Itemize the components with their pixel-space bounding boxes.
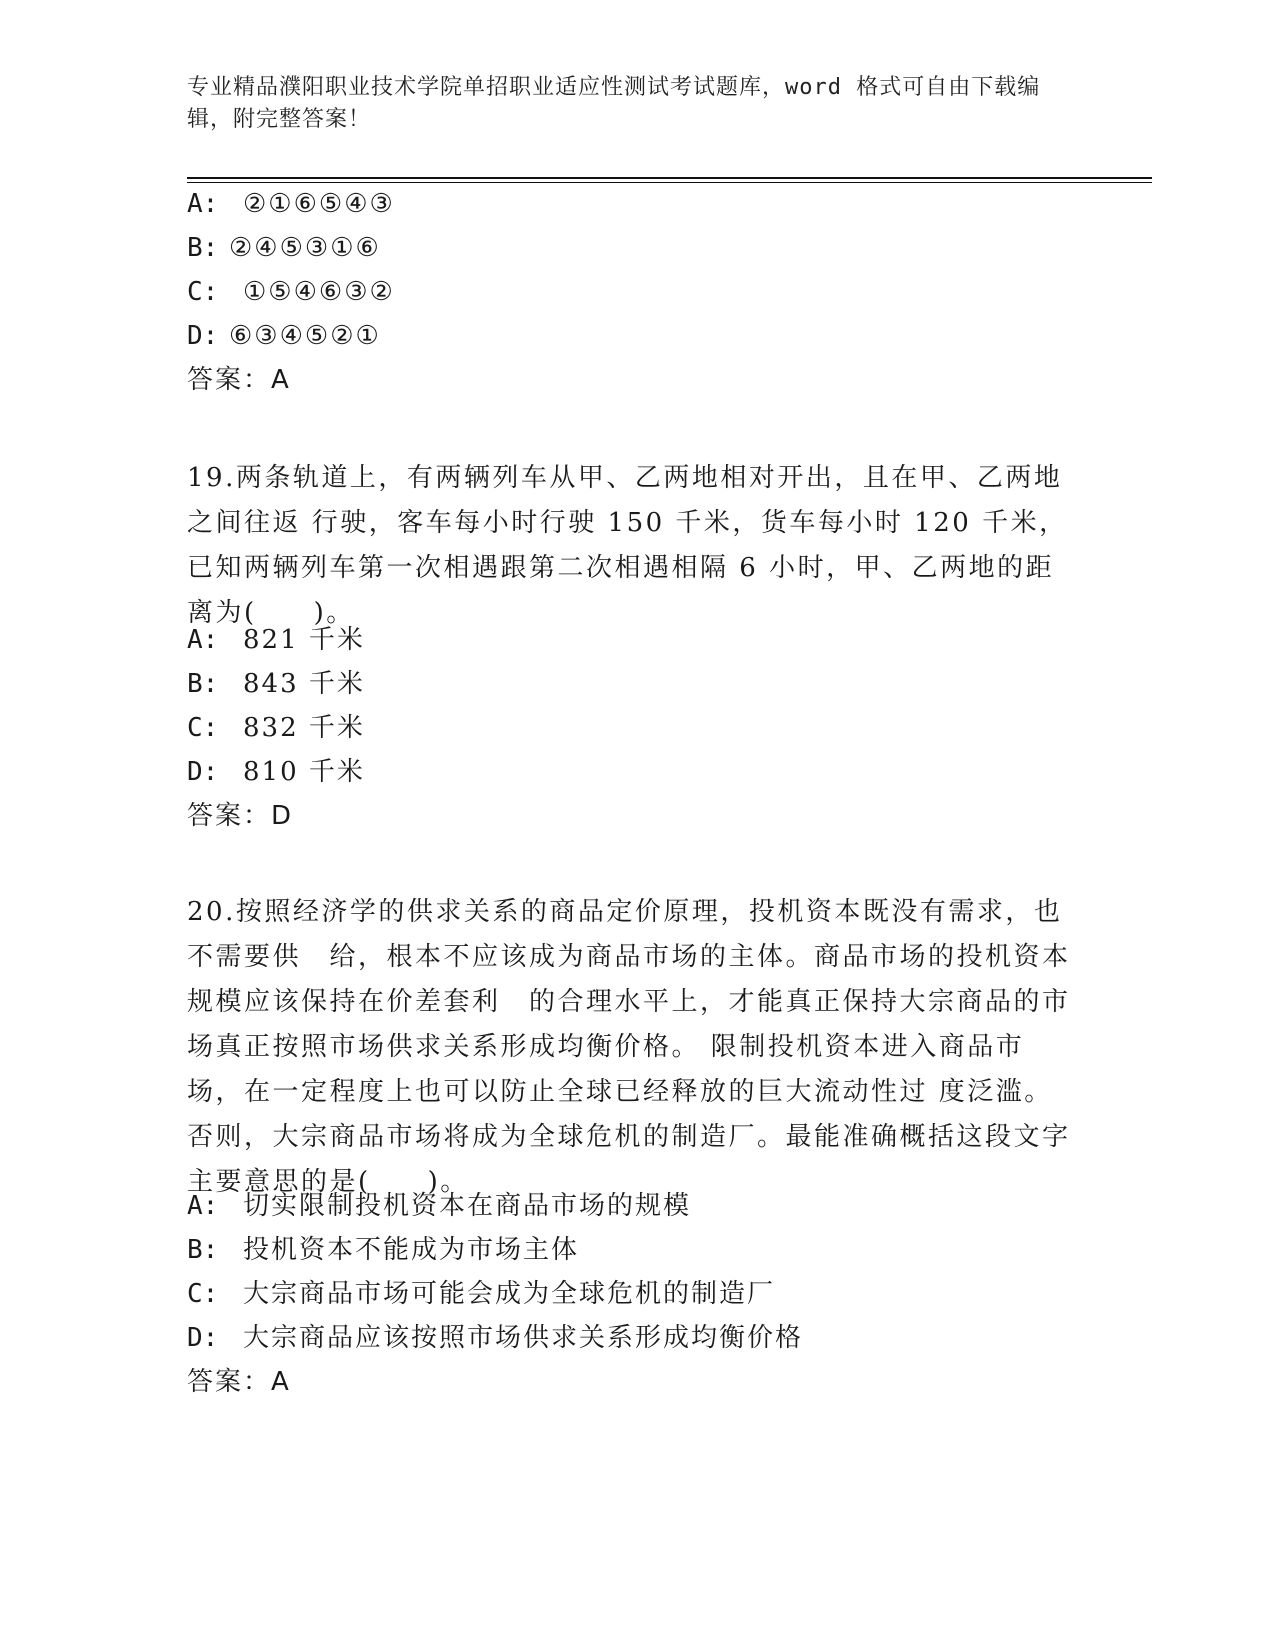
option-letter: B:: [187, 669, 219, 699]
option-letter: C:: [187, 1279, 219, 1309]
option-letter: D:: [187, 757, 219, 787]
option-text: ⑥③④⑤②①: [229, 321, 381, 351]
option-text: 810 千米: [243, 757, 365, 787]
option-letter: C:: [187, 277, 219, 307]
option-text: ①⑤④⑥③②: [243, 277, 395, 307]
option-text: 843 千米: [243, 669, 365, 699]
q18-option-d: [187, 320, 381, 352]
q20-stem: 20.按照经济学的供求关系的商品定价原理，投机资本既没有需求，也不需要供 给，根本不应该成为商品市场的主体。商品市场的投机资本规模应该保持在价差套利 的合理水平上，才能真正保持大宗商品的市场真正按照市场供求关系形成均衡价格。 限制投机资本进入商品市场，在一定程度上也可以防止全球已经释放的巨大流动性过 度泛滥。否则，大宗商品市场将成为全球危机的制造厂。最能准确概括这段文字主要意思的是( )。: [187, 897, 1071, 1197]
page-header: 专业精品濮阳职业技术学院单招职业适应性测试考试题库，word 格式可自由下载编辑，附完整答案！: [187, 75, 1041, 132]
option-text: 切实限制投机资本在商品市场的规模: [243, 1191, 692, 1221]
q19-answer: 答案：D: [187, 801, 294, 831]
option-text: 832 千米: [243, 713, 365, 743]
option-letter: D:: [187, 321, 219, 351]
option-letter: B:: [187, 233, 219, 263]
q20-option-b: [187, 1234, 579, 1266]
q19-option-b: [187, 668, 365, 700]
option-text: 大宗商品应该按照市场供求关系形成均衡价格: [243, 1323, 804, 1353]
q19-option-c: [187, 712, 365, 744]
option-letter: B:: [187, 1235, 219, 1265]
option-text: 大宗商品市场可能会成为全球危机的制造厂: [243, 1279, 776, 1309]
q19-option-d: [187, 756, 365, 788]
header-rule-thin: [187, 182, 1152, 183]
option-text: 投机资本不能成为市场主体: [243, 1235, 580, 1265]
option-letter: D:: [187, 1323, 219, 1353]
option-letter: A:: [187, 625, 219, 655]
option-text: ②①⑥⑤④③: [243, 189, 395, 219]
option-letter: A:: [187, 1191, 219, 1221]
option-letter: C:: [187, 713, 219, 743]
q19-option-a: [187, 624, 365, 656]
q18-option-a: [187, 188, 395, 220]
q20-option-d: [187, 1322, 803, 1354]
q18-option-b: [187, 232, 381, 264]
q20-option-c: [187, 1278, 775, 1310]
q19-stem: 19.两条轨道上，有两辆列车从甲、乙两地相对开出，且在甲、乙两地之间往返 行驶，客车每小时行驶 150 千米，货车每小时 120 千米，已知两辆列车第一次相遇跟第二次相遇相隔 6 小时，甲、乙两地的距离为( )。: [187, 463, 1068, 628]
q18-option-c: [187, 276, 395, 308]
option-letter: A:: [187, 189, 219, 219]
q18-answer: 答案：A: [187, 365, 291, 395]
q20-answer: 答案：A: [187, 1367, 291, 1397]
option-text: ②④⑤③①⑥: [229, 233, 381, 263]
header-rule-thick: [187, 177, 1152, 179]
option-text: 821 千米: [243, 625, 365, 655]
q20-option-a: [187, 1190, 691, 1222]
